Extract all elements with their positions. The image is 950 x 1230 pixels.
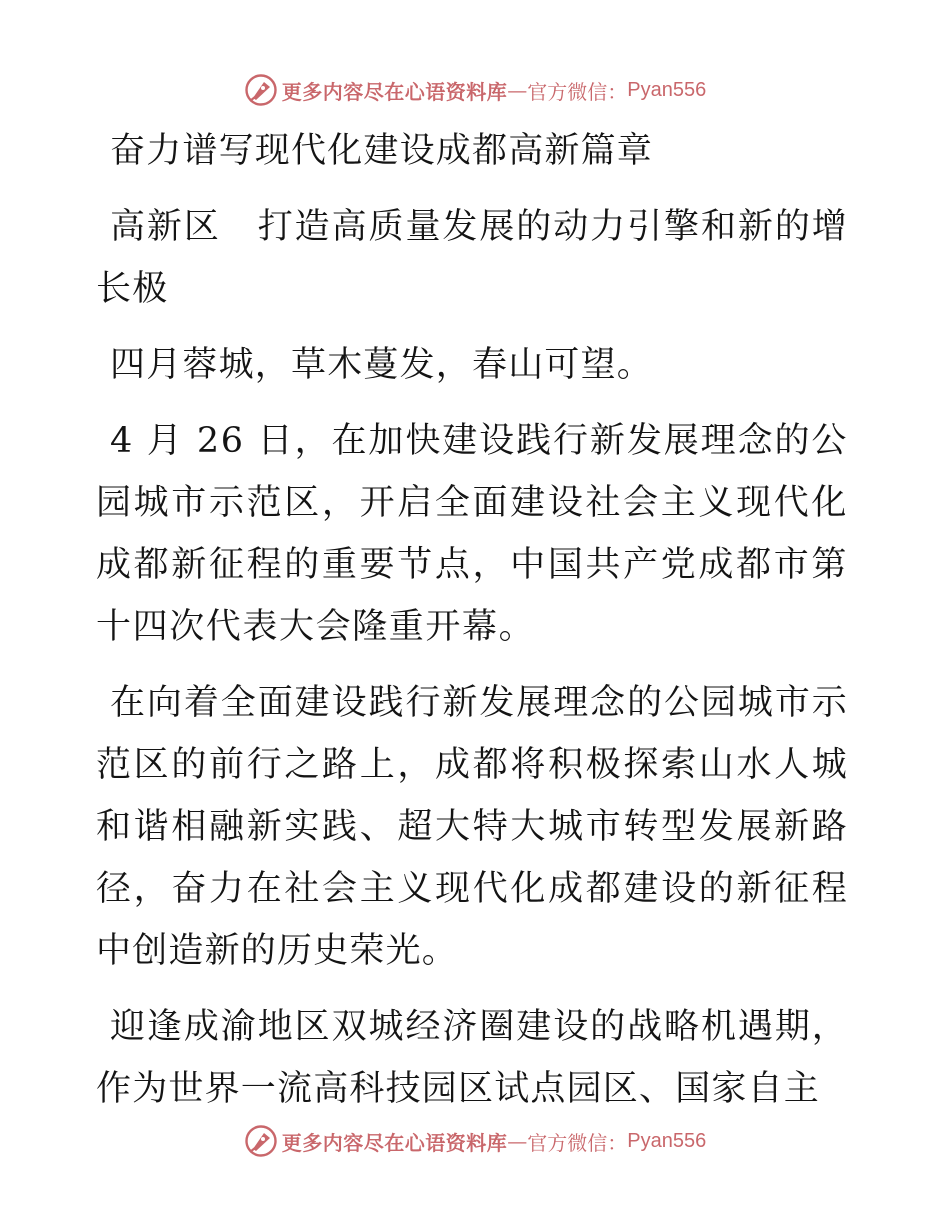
footer-wechat-id: Pyan556 xyxy=(627,1129,707,1152)
footer-dash: — xyxy=(507,1129,528,1153)
footer-slogan: 更多内容尽在心语资料库 xyxy=(281,1130,508,1155)
header-dash: — xyxy=(507,78,528,102)
pen-nib-logo-icon xyxy=(244,1124,278,1158)
document-subtitle: 高新区 打造高质量发展的动力引擎和新的增长极 xyxy=(96,207,848,309)
pen-nib-logo-icon xyxy=(244,73,278,107)
header-wechat-id: Pyan556 xyxy=(627,78,707,101)
paragraph: 在向着全面建设践行新发展理念的公园城市示范区的前行之路上，成都将积极探索山水人城和谐相融新实践、超大特大城市转型发展新路径，奋力在社会主义现代化成都建设的新征程中创造新的历史荣光。 xyxy=(96,683,848,971)
header-contact-label: 官方微信： xyxy=(527,79,628,104)
document-title: 奋力谱写现代化建设成都高新篇章 xyxy=(110,131,654,171)
footer-banner xyxy=(0,1121,950,1161)
paragraph: 四月蓉城，草木蔓发，春山可望。 xyxy=(110,345,654,385)
paragraph: 4 月 26 日，在加快建设践行新发展理念的公园城市示范区，开启全面建设社会主义现代化成都新征程的重要节点，中国共产党成都市第十四次代表大会隆重开幕。 xyxy=(96,421,848,647)
header-banner xyxy=(0,70,950,110)
document-body xyxy=(96,120,848,1134)
footer-contact-label: 官方微信： xyxy=(527,1130,628,1155)
header-slogan: 更多内容尽在心语资料库 xyxy=(281,79,508,104)
paragraph: 迎逢成渝地区双城经济圈建设的战略机遇期，作为世界一流高科技园区试点园区、国家自主 xyxy=(96,1007,848,1109)
